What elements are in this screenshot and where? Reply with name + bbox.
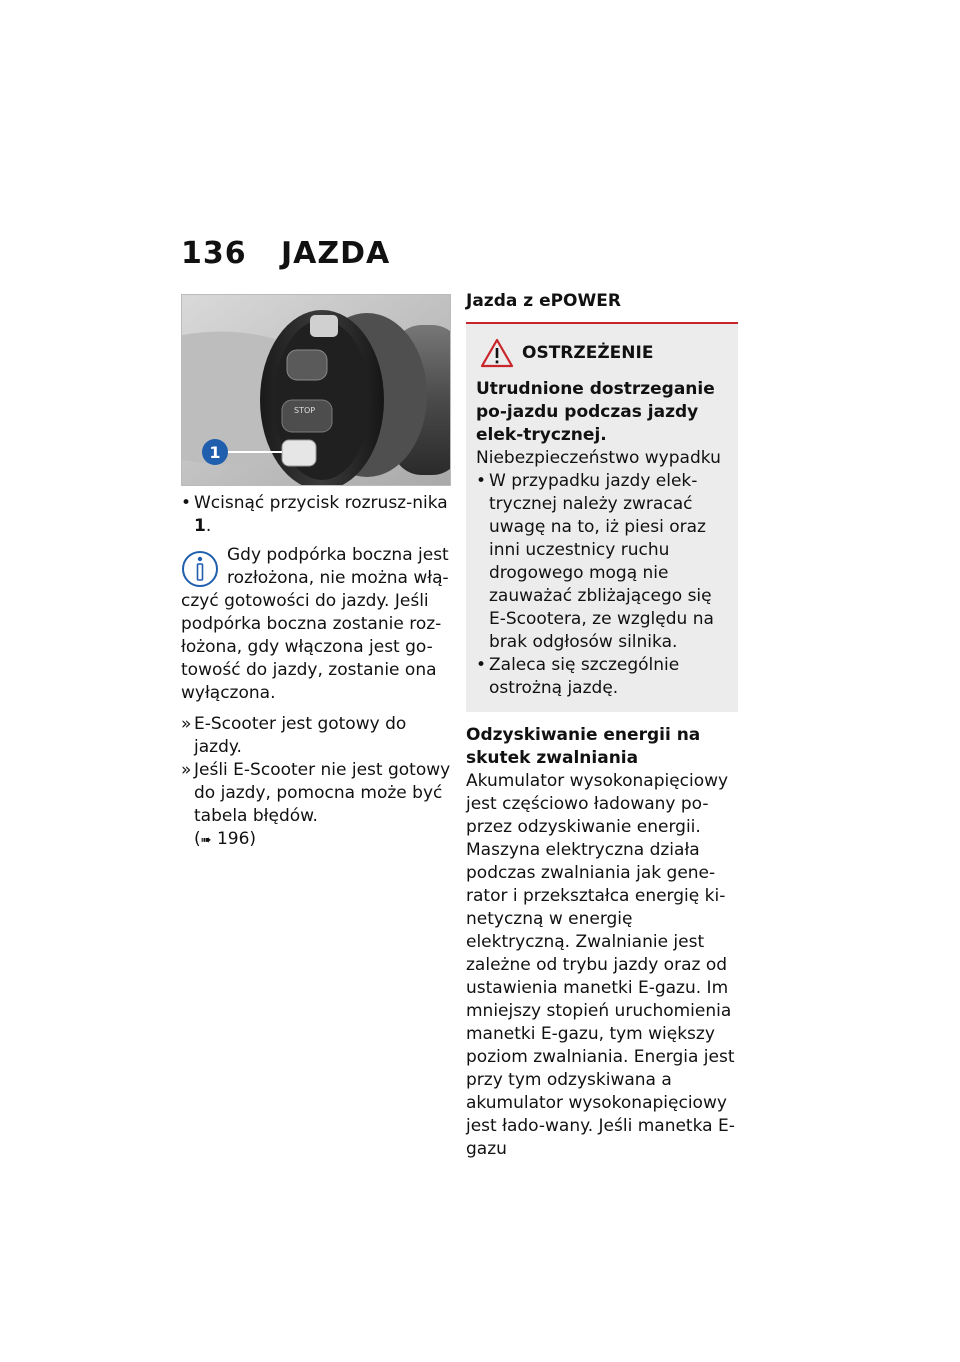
warning-triangle-icon bbox=[480, 338, 514, 368]
callout-number: 1 bbox=[209, 443, 221, 462]
page-header bbox=[181, 236, 390, 271]
result-chevron-icon: » bbox=[181, 714, 192, 734]
note-text: Gdy podpórka boczna jest rozłożona, nie można włą-czyć gotowości do jazdy. Jeśli podpórka boczna zostanie roz-łożona, gdy włączona jest go-towość do jazdy, zostanie ona wyłączona. bbox=[181, 545, 449, 703]
info-icon bbox=[181, 548, 219, 590]
result-2-text: Jeśli E-Scooter nie jest gotowy do jazdy, pomocna może być tabela błędów. bbox=[194, 760, 451, 826]
warning-item: • Zaleca się szczególnie ostrożną jazdę. bbox=[476, 655, 680, 698]
result-1 bbox=[181, 713, 451, 759]
warning-headline: Utrudnione dostrzeganie po-jazdu podczas jazdy elek-trycznej. bbox=[476, 379, 715, 445]
result-2 bbox=[181, 759, 451, 828]
warning-box bbox=[466, 324, 738, 712]
instruction-step: • Wcisnąć przycisk rozrusz-nika 1. bbox=[181, 493, 448, 536]
info-note bbox=[181, 544, 451, 705]
handlebar-illustration bbox=[182, 295, 450, 485]
warning-hazard: Niebezpieczeństwo wypadku bbox=[476, 448, 721, 468]
warning-header bbox=[480, 338, 728, 368]
page-reference[interactable]: (➠ 196) bbox=[194, 829, 257, 849]
instruction-ref: 1 bbox=[194, 516, 206, 536]
arrow-right-icon: ➠ bbox=[200, 833, 212, 848]
instruction-text: Wcisnąć przycisk rozrusz-nika bbox=[194, 493, 448, 513]
bullet-dot-icon: • bbox=[476, 655, 487, 675]
handlebar-switch-photo bbox=[181, 294, 451, 486]
chapter-title: JAZDA bbox=[281, 236, 391, 271]
bullet-dot-icon: • bbox=[181, 493, 192, 513]
warning-item: • W przypadku jazdy elek-trycznej należy zwracać uwagę na to, iż piesi oraz inni uczestnicy ruchu drogowego mogą nie zauważać zbliżającego się E-Scootera, ze względu na brak odgłosów silnika. bbox=[476, 471, 714, 652]
bullet-dot-icon: • bbox=[476, 471, 487, 491]
page-number: 136 bbox=[181, 236, 247, 271]
body-paragraph: Akumulator wysokonapięciowy jest częściowo ładowany po-przez odzyskiwanie energii. Maszyna elektryczna działa podczas zwalniania jak gene-rator i przekształca energię ki-netyczną w energię elektryczną. Zwalnianie jest zależne od trybu jazdy oraz od ustawienia manetki E-gazu. Im mniejszy stopień uruchomienia manetki E-gazu, tym większy poziom zwalniania. Energia jest przy tym odzyskiwana a akumulator wysokonapięciowy jest łado-wany. Jeśli manetka E-gazu bbox=[466, 771, 735, 1159]
svg-text:STOP: STOP bbox=[294, 406, 316, 415]
result-1-text: E-Scooter jest gotowy do jazdy. bbox=[194, 714, 407, 757]
right-column bbox=[466, 290, 738, 1161]
result-chevron-icon: » bbox=[181, 760, 192, 780]
left-column bbox=[181, 294, 451, 852]
page-ref-number: 196 bbox=[216, 829, 250, 849]
warning-label: OSTRZEŻENIE bbox=[522, 342, 654, 363]
section-title: Jazda z ePOWER bbox=[466, 291, 621, 311]
subsection-title: Odzyskiwanie energii na skutek zwalniania bbox=[466, 725, 701, 768]
